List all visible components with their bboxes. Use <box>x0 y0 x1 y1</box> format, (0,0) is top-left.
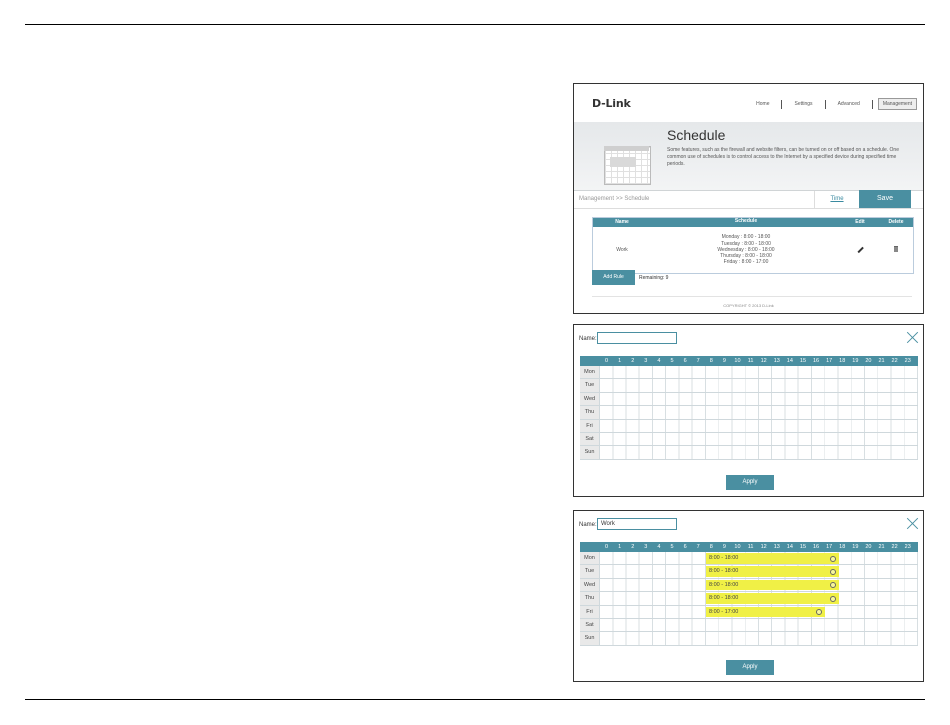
day-label: Sun <box>580 632 600 644</box>
page-hero <box>574 122 923 191</box>
day-cells[interactable] <box>600 606 918 618</box>
breadcrumb: Management >> Schedule <box>579 196 650 202</box>
time-grid <box>580 356 918 460</box>
day-row <box>580 433 918 446</box>
hour-label: 8 <box>709 544 713 550</box>
table-header <box>593 218 913 227</box>
day-label: Thu <box>580 592 600 604</box>
day-label: Wed <box>580 579 600 591</box>
nav-advanced[interactable]: Advanced <box>837 101 860 107</box>
hour-label: 3 <box>644 358 648 364</box>
hour-label: 2 <box>631 544 635 550</box>
add-rule-button[interactable]: Add Rule <box>592 270 635 285</box>
day-cells[interactable] <box>600 592 918 604</box>
hour-label: 7 <box>696 358 700 364</box>
schedule-line: Tuesday : 8:00 - 18:00 <box>721 240 771 247</box>
day-cells[interactable] <box>600 433 918 445</box>
close-icon[interactable] <box>907 331 919 343</box>
schedule-line: Friday : 8:00 - 17:00 <box>723 259 769 266</box>
resize-handle-icon[interactable] <box>830 596 836 602</box>
schedule-table <box>592 217 914 274</box>
top-nav <box>744 98 917 110</box>
time-slot[interactable] <box>706 607 825 618</box>
hour-label: 9 <box>722 544 726 550</box>
hour-label: 4 <box>657 544 661 550</box>
day-label: Wed <box>580 393 600 405</box>
hour-label: 6 <box>683 358 687 364</box>
time-slot-label: 8:00 - 18:00 <box>709 595 739 602</box>
rule-schedule <box>651 234 841 265</box>
day-cells[interactable] <box>600 619 918 631</box>
page-top-rule <box>25 24 925 25</box>
day-row <box>580 446 918 459</box>
day-row <box>580 579 918 592</box>
day-label: Fri <box>580 420 600 432</box>
time-grid <box>580 542 918 646</box>
pencil-icon[interactable] <box>857 247 863 253</box>
time-slot[interactable] <box>706 553 839 564</box>
day-cells[interactable] <box>600 379 918 391</box>
name-input[interactable]: Work <box>597 518 677 530</box>
grid-corner <box>580 356 600 366</box>
hour-label: 1 <box>618 358 622 364</box>
hour-label: 13 <box>773 544 780 550</box>
day-label: Fri <box>580 606 600 618</box>
calendar-icon-highlight <box>610 157 636 167</box>
col-delete: Delete <box>888 219 904 225</box>
apply-button[interactable]: Apply <box>726 475 774 490</box>
day-row <box>580 592 918 605</box>
grid-corner <box>580 542 600 552</box>
col-schedule: Schedule <box>734 218 758 224</box>
day-label: Mon <box>580 552 600 564</box>
time-slot[interactable] <box>706 566 839 577</box>
hour-label: 13 <box>773 358 780 364</box>
day-row <box>580 632 918 645</box>
hour-label: 14 <box>786 358 793 364</box>
day-row <box>580 552 918 565</box>
day-row <box>580 379 918 392</box>
remaining-count: Remaining: 9 <box>639 275 669 281</box>
page-bottom-rule <box>25 699 925 700</box>
grid-hour-header <box>580 542 918 552</box>
hour-label: 21 <box>878 358 885 364</box>
name-label: Name: <box>579 336 597 342</box>
hour-label: 21 <box>878 544 885 550</box>
hour-label: 11 <box>747 358 754 364</box>
day-row <box>580 619 918 632</box>
hour-label: 20 <box>865 358 872 364</box>
hour-label: 14 <box>786 544 793 550</box>
hour-label: 12 <box>760 544 767 550</box>
footer-divider <box>592 296 912 297</box>
copyright: COPYRIGHT © 2013 D-Link <box>723 303 774 308</box>
time-slot-label: 8:00 - 18:00 <box>709 568 739 575</box>
day-cells[interactable] <box>600 420 918 432</box>
hour-label: 0 <box>605 358 609 364</box>
day-label: Thu <box>580 406 600 418</box>
resize-handle-icon[interactable] <box>830 569 836 575</box>
hour-label: 18 <box>839 544 846 550</box>
day-row <box>580 393 918 406</box>
schedule-editor-filled <box>573 510 924 682</box>
day-label: Sun <box>580 446 600 458</box>
hour-label: 0 <box>605 544 609 550</box>
hour-label: 18 <box>839 358 846 364</box>
day-cells[interactable] <box>600 552 918 564</box>
hour-label: 8 <box>709 358 713 364</box>
hour-label: 23 <box>904 358 911 364</box>
hour-label: 9 <box>722 358 726 364</box>
nav-settings[interactable]: Settings <box>794 101 813 107</box>
time-slot-label: 8:00 - 17:00 <box>709 608 739 615</box>
page-title: Schedule <box>667 127 726 143</box>
table-row <box>593 227 913 273</box>
hour-label: 15 <box>799 358 807 364</box>
day-label: Tue <box>580 565 600 577</box>
grid-hour-header <box>580 356 918 366</box>
col-edit: Edit <box>855 219 865 225</box>
hour-label: 19 <box>852 358 859 364</box>
page-description: Some features, such as the firewall and website filters, can be turned on or off based on a schedule. One common use of schedules is to control access to the Internet by a specified device during specified time periods. <box>667 147 899 167</box>
schedule-line: Monday : 8:00 - 18:00 <box>721 234 771 241</box>
hour-label: 19 <box>852 544 859 550</box>
schedule-line: Wednesday : 8:00 - 18:00 <box>717 246 775 253</box>
time-link[interactable]: Time <box>814 191 859 208</box>
hour-label: 4 <box>657 358 661 364</box>
hour-label: 17 <box>826 358 833 364</box>
name-label: Name: <box>579 522 597 528</box>
day-cells[interactable] <box>600 579 918 591</box>
delete-cell <box>879 246 913 254</box>
hour-label: 2 <box>631 358 635 364</box>
name-input[interactable] <box>597 332 677 344</box>
time-slot[interactable] <box>706 593 839 604</box>
day-row <box>580 366 918 379</box>
day-row <box>580 606 918 619</box>
nav-management[interactable]: Management <box>878 98 917 110</box>
time-slot[interactable] <box>706 580 839 591</box>
time-slot-label: 8:00 - 18:00 <box>709 581 739 588</box>
nav-divider <box>872 100 873 109</box>
schedule-page-panel <box>573 83 924 314</box>
hour-label: 16 <box>812 358 820 364</box>
hour-label: 22 <box>891 358 898 364</box>
resize-handle-icon[interactable] <box>830 556 836 562</box>
hour-label: 20 <box>865 544 872 550</box>
hour-label: 10 <box>734 358 741 364</box>
hour-label: 10 <box>734 544 741 550</box>
hour-label: 5 <box>670 358 674 364</box>
day-label: Tue <box>580 379 600 391</box>
day-label: Mon <box>580 366 600 378</box>
hour-label: 5 <box>670 544 674 550</box>
day-cells[interactable] <box>600 366 918 378</box>
rule-name: Work <box>616 247 628 253</box>
day-cells[interactable] <box>600 406 918 418</box>
hour-label: 17 <box>826 544 833 550</box>
calendar-icon-header <box>604 146 649 151</box>
save-button[interactable]: Save <box>859 190 911 208</box>
day-row <box>580 420 918 433</box>
hour-label: 11 <box>747 544 754 550</box>
resize-handle-icon[interactable] <box>816 609 822 615</box>
hour-label: 16 <box>812 544 820 550</box>
day-cells[interactable] <box>600 393 918 405</box>
nav-home[interactable]: Home <box>756 101 770 107</box>
hour-label: 1 <box>618 544 622 550</box>
dlink-logo: D-Link <box>592 97 631 110</box>
day-cells[interactable] <box>600 446 918 458</box>
col-name: Name <box>615 219 629 225</box>
day-label: Sat <box>580 433 600 445</box>
hour-label: 23 <box>904 544 911 550</box>
schedule-editor-empty <box>573 324 924 497</box>
edit-cell <box>841 247 879 253</box>
breadcrumb-bar <box>574 191 923 209</box>
schedule-line: Thursday : 8:00 - 18:00 <box>720 253 772 260</box>
hour-label: 7 <box>696 544 700 550</box>
trash-icon[interactable] <box>894 246 898 252</box>
hour-label: 22 <box>891 544 898 550</box>
day-row <box>580 565 918 578</box>
day-row <box>580 406 918 419</box>
hour-label: 12 <box>760 358 767 364</box>
time-slot-label: 8:00 - 18:00 <box>709 555 739 561</box>
day-cells[interactable] <box>600 632 918 644</box>
hour-label: 6 <box>683 544 687 550</box>
hour-label: 3 <box>644 544 648 550</box>
close-icon[interactable] <box>907 517 919 529</box>
hour-label: 15 <box>799 544 807 550</box>
resize-handle-icon[interactable] <box>830 582 836 588</box>
day-cells[interactable] <box>600 565 918 577</box>
day-label: Sat <box>580 619 600 631</box>
apply-button[interactable]: Apply <box>726 660 774 675</box>
